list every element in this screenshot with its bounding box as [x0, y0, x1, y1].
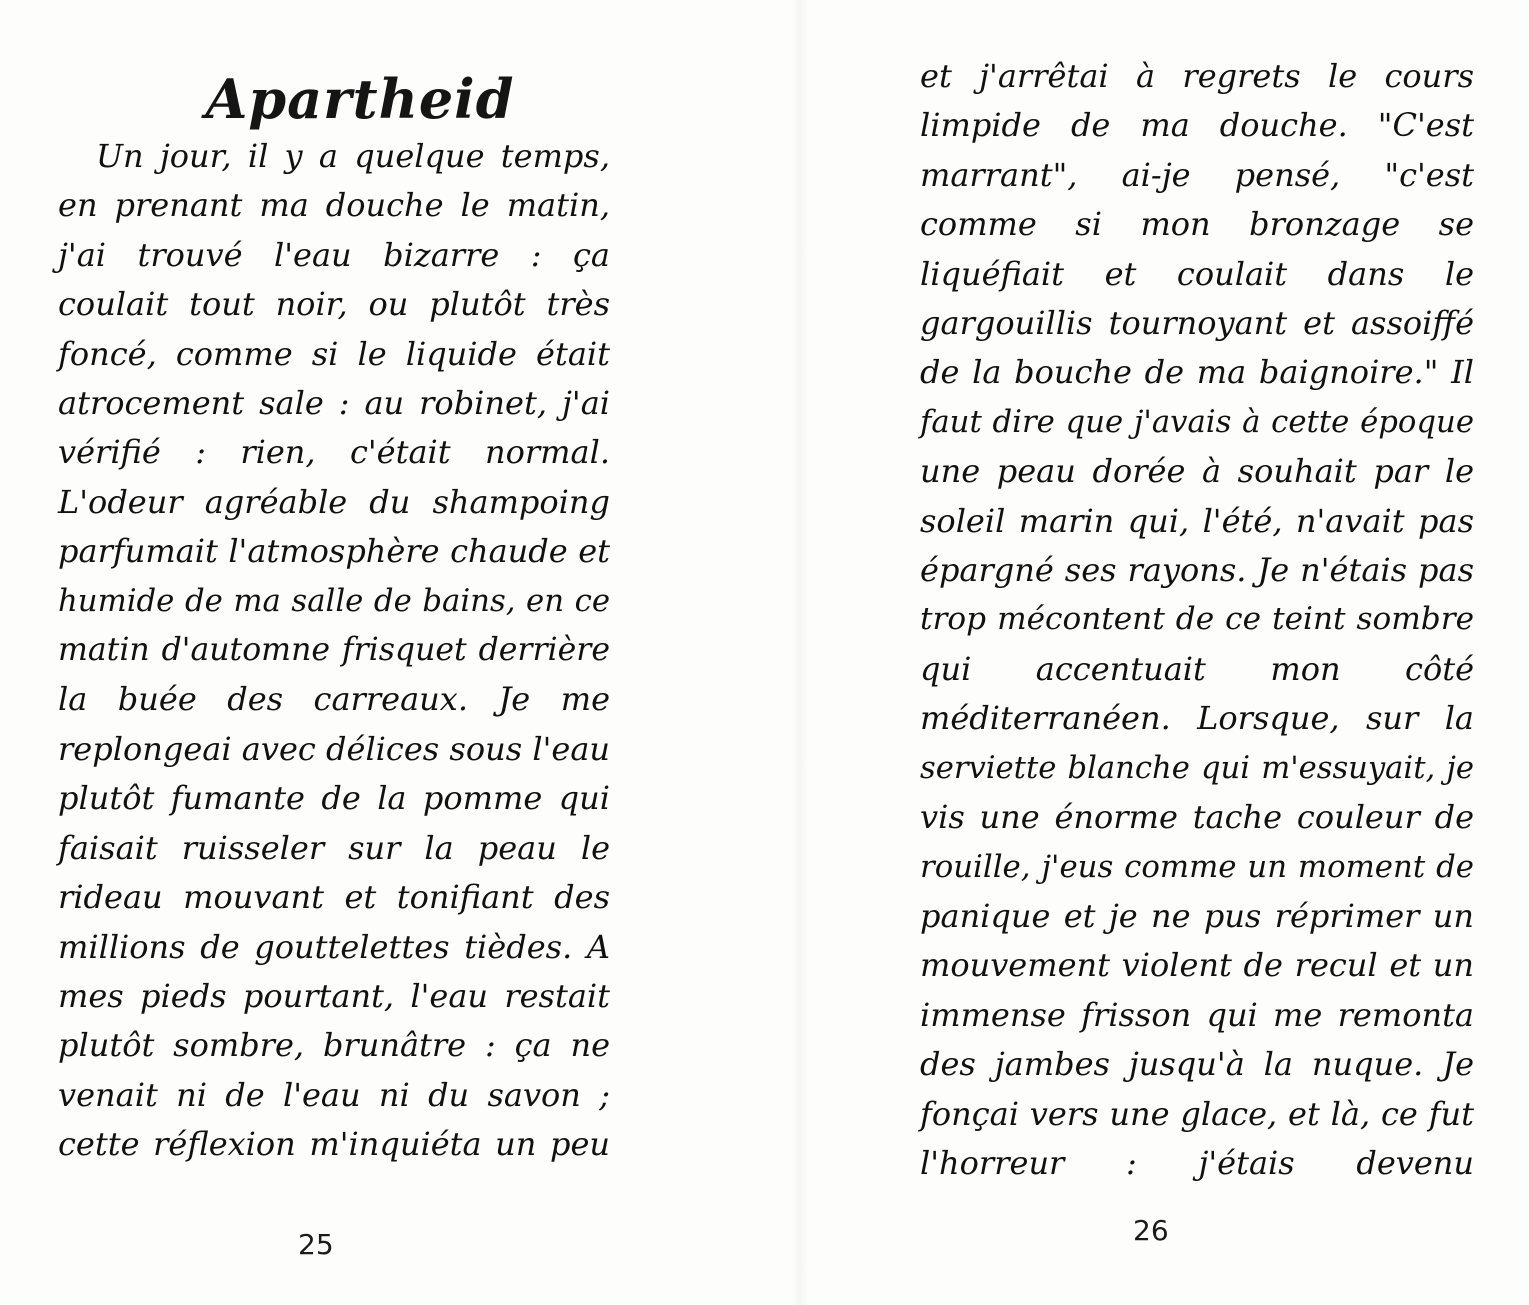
text-line: immense frisson qui me remonta	[920, 995, 1474, 1034]
text-line: rouille, j'eus comme un moment de	[920, 848, 1474, 885]
text-line: Un jour, il y a quelque temps,	[96, 137, 610, 175]
text-line: mouvement violent de recul et un	[920, 946, 1474, 985]
text-line: venait ni de l'eau ni du savon ;	[58, 1075, 610, 1114]
text-line: qui accentuait mon côté	[920, 649, 1474, 688]
text-line: fonçai vers une glace, et là, ce fut	[920, 1094, 1474, 1133]
text-line: des jambes jusqu'à la nuque. Je	[920, 1045, 1474, 1084]
text-line: gargouillis tournoyant et assoiffé	[920, 304, 1474, 343]
text-line: parfumait l'atmosphère chaude et	[58, 532, 610, 571]
text-line: méditerranéen. Lorsque, sur la	[920, 699, 1474, 738]
text-line: serviette blanche qui m'essuyait, je	[920, 750, 1474, 786]
text-line: trop mécontent de ce teint sombre	[920, 601, 1474, 638]
text-line: plutôt fumante de la pomme qui	[58, 779, 610, 818]
text-line: j'ai trouvé l'eau bizarre : ça	[58, 235, 610, 274]
text-line: humide de ma salle de bains, en ce	[58, 582, 610, 619]
text-line: la buée des carreaux. Je me	[58, 680, 610, 719]
text-line: foncé, comme si le liquide était	[58, 334, 610, 373]
text-line: liquéfiait et coulait dans le	[920, 254, 1474, 293]
text-line: l'horreur : j'étais devenu	[920, 1143, 1474, 1182]
text-line: et j'arrêtai à regrets le cours	[920, 57, 1474, 95]
text-line: en prenant ma douche le matin,	[58, 186, 610, 225]
text-line: marrant", ai-je pensé, "c'est	[920, 155, 1474, 194]
text-line: épargné ses rayons. Je n'étais pas	[920, 551, 1474, 590]
text-line: matin d'automne frisquet derrière	[58, 632, 610, 669]
text-line: limpide de ma douche. "C'est	[920, 106, 1474, 145]
text-line: comme si mon bronzage se	[920, 205, 1474, 244]
text-line: vis une énorme tache couleur de	[920, 798, 1474, 837]
text-line: faut dire que j'avais à cette époque	[920, 403, 1474, 440]
text-line: faisait ruisseler sur la peau le	[58, 828, 610, 867]
text-line: cette réflexion m'inquiéta un peu	[58, 1125, 610, 1164]
text-line: replongeai avec délices sous l'eau	[58, 729, 610, 768]
text-line: mes pieds pourtant, l'eau restait	[58, 976, 610, 1015]
text-line: plutôt sombre, brunâtre : ça ne	[58, 1026, 610, 1065]
text-line: soleil marin qui, l'été, n'avait pas	[920, 501, 1474, 540]
text-line: une peau dorée à souhait par le	[920, 452, 1474, 491]
left-page-text	[58, 132, 610, 1170]
chapter-title: Apartheid	[205, 67, 515, 132]
text-line: coulait tout noir, ou plutôt très	[58, 285, 610, 324]
text-line: millions de gouttelettes tièdes. A	[58, 927, 610, 966]
text-line: L'odeur agréable du shampoing	[58, 482, 610, 521]
text-line: rideau mouvant et tonifiant des	[58, 878, 610, 917]
book-gutter	[792, 0, 808, 1305]
page-number-left: 25	[298, 1228, 334, 1261]
text-line: panique et je ne pus réprimer un	[920, 896, 1474, 935]
text-line: atrocement sale : au robinet, j'ai	[58, 384, 610, 423]
page-number-right: 26	[1133, 1214, 1169, 1247]
text-line: vérifié : rien, c'était normal.	[58, 433, 610, 472]
right-page	[808, 0, 1529, 1305]
right-page-text	[920, 52, 1474, 1188]
text-line: de la bouche de ma baignoire." Il	[920, 353, 1474, 392]
